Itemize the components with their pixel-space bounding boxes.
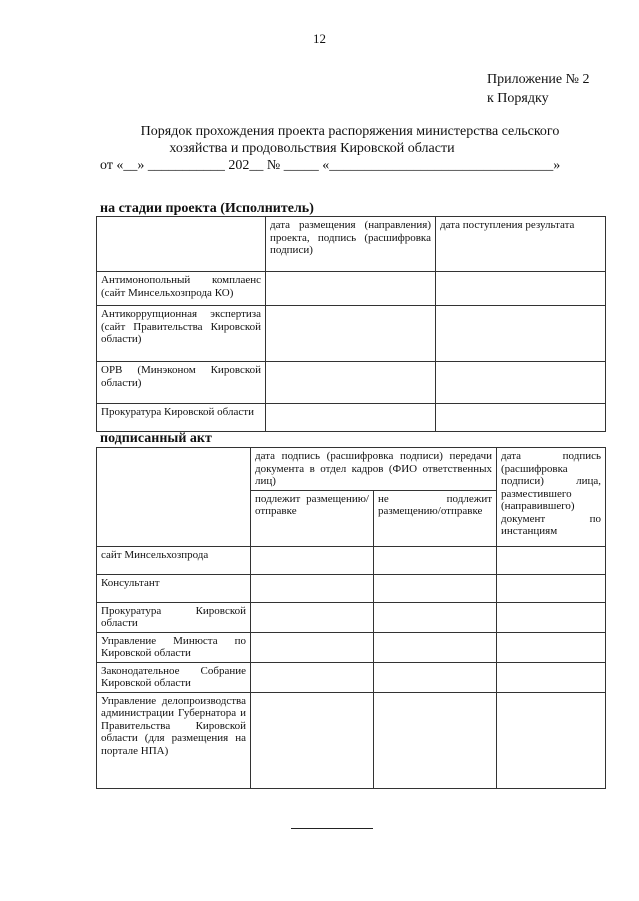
table-row (97, 662, 606, 692)
closing-separator-line (291, 828, 373, 829)
table-row (97, 362, 606, 404)
header-cell-placement-date: дата размещения (направления) проекта, подпись (расшифровка подписи) (266, 217, 436, 272)
table-row (97, 306, 606, 362)
row-label: Антикоррупционная экспертиза (сайт Правительства Кировской области) (97, 306, 266, 362)
header-cell-transfer-group: дата подпись (расшифровка подписи) передачи документа в отдел кадров (ФИО ответственных лиц) (251, 448, 497, 491)
table-cell (266, 272, 436, 306)
table-cell (266, 362, 436, 404)
document-title-line-3: от «__» ___________ 202__ № _____ «________________________________» (100, 158, 561, 173)
table-header-row (97, 448, 606, 491)
table-row (97, 272, 606, 306)
table-cell (374, 692, 497, 788)
row-label: Управление Минюста по Кировской области (97, 632, 251, 662)
appendix-label: Приложение № 2 (487, 72, 590, 87)
table-cell (374, 602, 497, 632)
table-cell (266, 404, 436, 432)
header-cell-result-date: дата поступления результата (436, 217, 606, 272)
table-cell (497, 632, 606, 662)
header-cell-subject-to-placement: подлежит размещению/отправке (251, 490, 374, 546)
page-number: 12 (313, 31, 326, 46)
header-cell-empty (97, 217, 266, 272)
table-cell (374, 632, 497, 662)
project-stage-table (96, 216, 606, 432)
signed-act-table (96, 447, 606, 789)
table-cell (497, 546, 606, 574)
table-cell (436, 306, 606, 362)
row-label: Управление делопроизводства администрации Губернатора и Правительства Кировской области (для размещения на портале НПА) (97, 692, 251, 788)
header-cell-placement-person: дата подпись (расшифровка подписи) лица, разместившего (направившего) документ по инстанциям (497, 448, 606, 547)
table-cell (251, 602, 374, 632)
table-header-row (97, 217, 606, 272)
row-label: Консультант (97, 574, 251, 602)
section-heading-signed-act: подписанный акт (100, 431, 212, 446)
table-cell (374, 574, 497, 602)
table-cell (251, 692, 374, 788)
table-cell (374, 662, 497, 692)
document-title-line-2: хозяйства и продовольствия Кировской области (169, 141, 455, 156)
table-row (97, 602, 606, 632)
row-label: Антимонопольный комплаенс (сайт Минсельхозпрода КО) (97, 272, 266, 306)
table-row (97, 632, 606, 662)
appendix-reference: к Порядку (487, 91, 549, 106)
table-cell (266, 306, 436, 362)
table-cell (251, 632, 374, 662)
table-cell (497, 574, 606, 602)
table-row (97, 692, 606, 788)
row-label: сайт Минсельхозпрода (97, 546, 251, 574)
table-cell (497, 662, 606, 692)
table-cell (251, 546, 374, 574)
table-cell (374, 546, 497, 574)
table-cell (436, 272, 606, 306)
section-heading-project-stage: на стадии проекта (Исполнитель) (100, 201, 314, 216)
table-cell (436, 404, 606, 432)
table-cell (436, 362, 606, 404)
table-cell (251, 662, 374, 692)
table-cell (251, 574, 374, 602)
row-label: Прокуратура Кировской области (97, 404, 266, 432)
table-row (97, 404, 606, 432)
table-row (97, 574, 606, 602)
header-cell-empty (97, 448, 251, 547)
header-cell-not-subject-to-placement: не подлежит размещению/отправке (374, 490, 497, 546)
row-label: ОРВ (Минэконом Кировской области) (97, 362, 266, 404)
table-row (97, 546, 606, 574)
row-label: Законодательное Собрание Кировской области (97, 662, 251, 692)
table-cell (497, 602, 606, 632)
table-cell (497, 692, 606, 788)
row-label: Прокуратура Кировской области (97, 602, 251, 632)
document-title-line-1: Порядок прохождения проекта распоряжения министерства сельского (140, 124, 560, 139)
